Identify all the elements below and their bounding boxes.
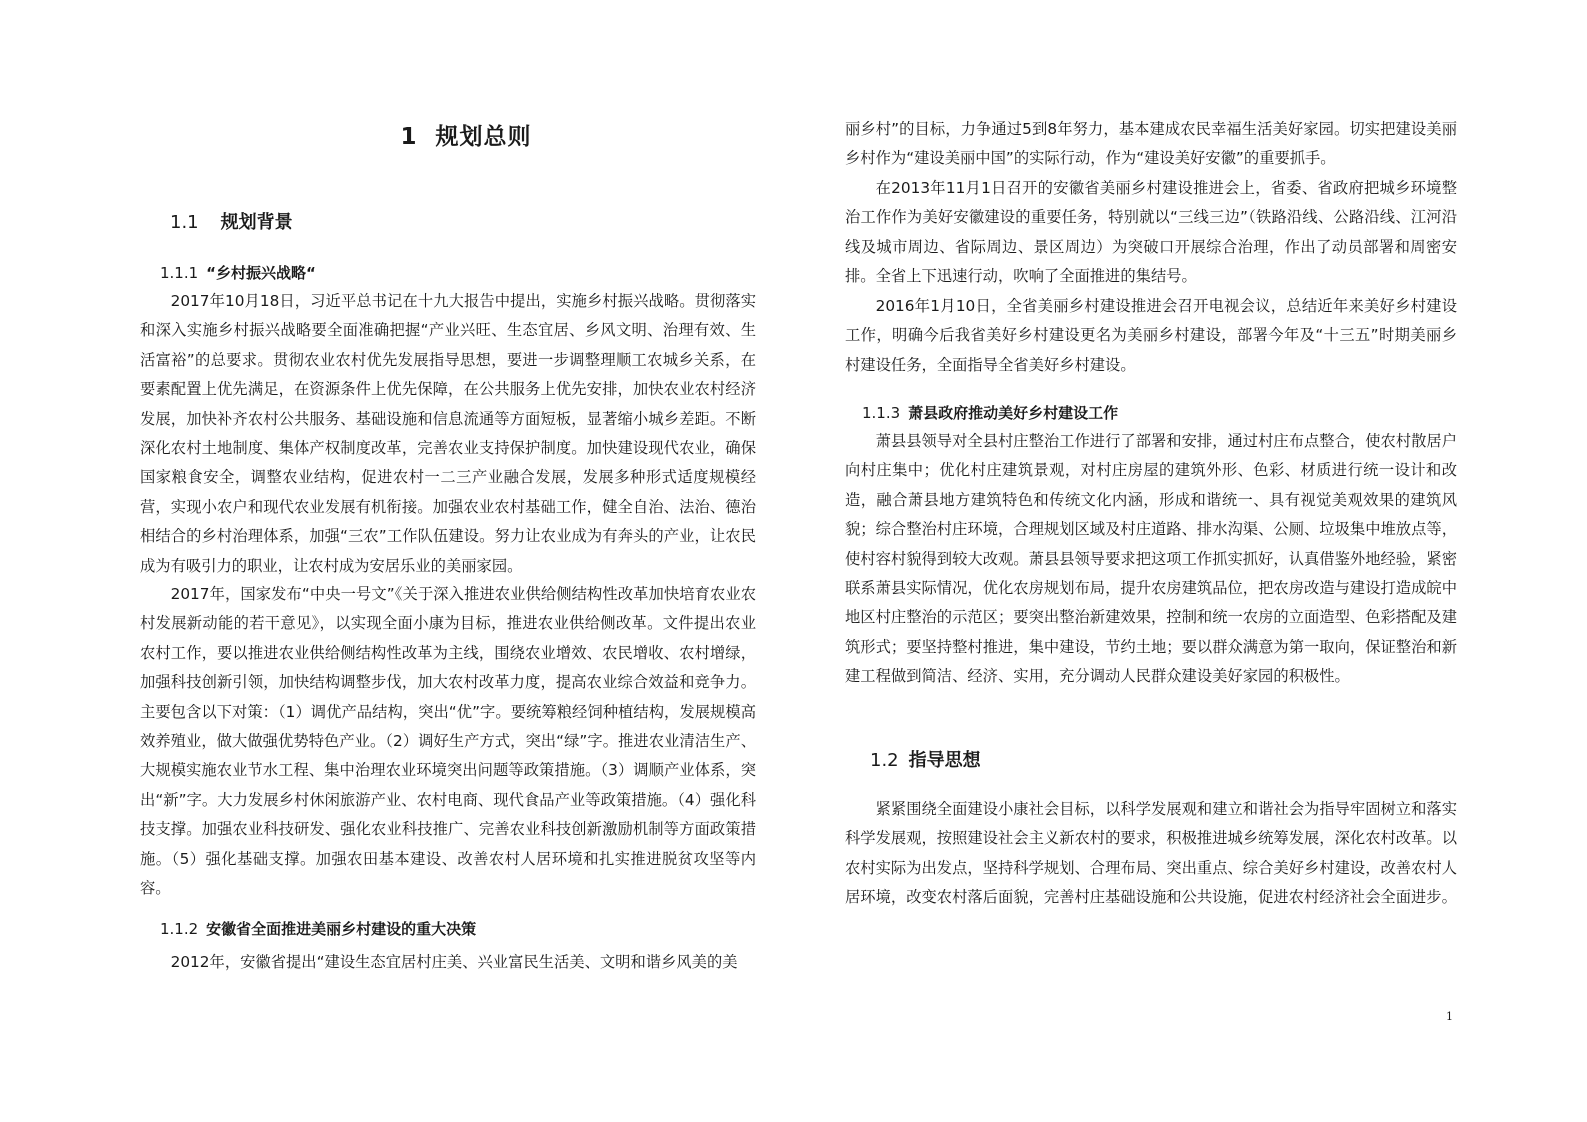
section-title: 规划背景	[220, 212, 293, 233]
section-heading-1-2	[870, 746, 981, 772]
section-heading-1-1	[170, 208, 293, 234]
page-number: 1	[1446, 1010, 1453, 1023]
chapter-number: 1	[400, 124, 418, 150]
section-number: 1.1	[170, 212, 199, 233]
section-title: 指导思想	[908, 750, 981, 771]
subsection-heading-1-1-2	[160, 918, 476, 939]
subsection-title: 萧县政府推动美好乡村建设工作	[908, 404, 1119, 422]
subsection-number: 1.1.1	[160, 264, 199, 282]
subsection-number: 1.1.2	[160, 920, 199, 938]
paragraph-guiding-thought: 紧紧围绕全面建设小康社会目标，以科学发展观和建立和谐社会为指导牢固树立和落实科学发展观，按照建设社会主义新农村的要求，积极推进城乡统筹发展，深化农村改革。以农村实际为出发点，坚持科学规划、合理布局、突出重点、综合美好乡村建设，改善农村人居环境，改变农村落后面貌，完善村庄基础设施和公共设施，促进农村经济社会全面进步。	[845, 800, 1457, 907]
paragraph-2013-meeting: 在2013年11月1日召开的安徽省美丽乡村建设推进会上，省委、省政府把城乡环境整治工作作为美好安徽建设的重要任务，特别就以“三线三边”（铁路沿线、公路沿线、江河沿线及城市周边、省际周边、景区周边）为突破口开展综合治理，作出了动员部署和周密安排。全省上下迅速行动，吹响了全面推进的集结号。	[845, 179, 1457, 286]
subsection-heading-1-1-1	[160, 262, 316, 283]
subsection-number: 1.1.3	[862, 404, 901, 422]
paragraph-anhui-decision-start: 2012年，安徽省提出“建设生态宜居村庄美、兴业富民生活美、文明和谐乡风美的美	[170, 953, 738, 971]
chapter-title	[160, 118, 772, 151]
section-number: 1.2	[870, 750, 899, 771]
paragraph-xiaoxian-work: 萧县县领导对全县村庄整治工作进行了部署和安排，通过村庄布点整合，使农村散居户向村庄集中；优化村庄建筑景观，对村庄房屋的建筑外形、色彩、材质进行统一设计和改造，融合萧县地方建筑特色和传统文化内涵，形成和谐统一、具有视觉美观效果的建筑风貌；综合整治村庄环境，合理规划区域及村庄道路、排水沟渠、公厕、垃圾集中堆放点等，使村容村貌得到较大改观。萧县县领导要求把这项工作抓实抓好，认真借鉴外地经验，紧密联系萧县实际情况，优化农房规划布局，提升农房建筑品位，把农房改造与建设打造成皖中地区村庄整治的示范区；要突出整治新建效果，控制和统一农房的立面造型、色彩搭配及建筑形式；要坚持整村推进，集中建设，节约土地；要以群众满意为第一取向，保证整治和新建工程做到简洁、经济、实用，充分调动人民群众建设美好家园的积极性。	[845, 432, 1457, 686]
paragraph-2016-meeting: 2016年1月10日，全省美丽乡村建设推进会召开电视会议，总结近年来美好乡村建设工作，明确今后我省美好乡村建设更名为美丽乡村建设，部署今年及“十三五”时期美丽乡村建设任务，全面指导全省美好乡村建设。	[845, 297, 1457, 374]
subsection-heading-1-1-3	[862, 402, 1118, 423]
paragraph-rural-revitalization: 2017年10月18日，习近平总书记在十九大报告中提出，实施乡村振兴战略。贯彻落实和深入实施乡村振兴战略要全面准确把握“产业兴旺、生态宜居、乡风文明、治理有效、生活富裕”的总要求。贯彻农业农村优先发展指导思想，要进一步调整理顺工农城乡关系，在要素配置上优先满足，在资源条件上优先保障，在公共服务上优先安排，加快农业农村经济发展，加快补齐农村公共服务、基础设施和信息流通等方面短板，显著缩小城乡差距。不断深化农村土地制度、集体产权制度改革，完善农业支持保护制度。加快建设现代农业，确保国家粮食安全，调整农业结构，促进农村一二三产业融合发展，发展多种形式适度规模经营，实现小农户和现代农业发展有机衔接。加强农业农村基础工作，健全自治、法治、德治相结合的乡村治理体系，加强“三农”工作队伍建设。努力让农业成为有奔头的产业，让农民成为有吸引力的职业，让农村成为安居乐业的美丽家园。	[140, 292, 756, 575]
subsection-title: “乡村振兴战略“	[206, 264, 316, 282]
subsection-title: 安徽省全面推进美丽乡村建设的重大决策	[206, 920, 477, 938]
paragraph-anhui-decision-cont: 丽乡村”的目标，力争通过5到8年努力，基本建成农民幸福生活美好家园。切实把建设美丽乡村作为“建设美丽中国”的实际行动，作为“建设美好安徽”的重要抓手。	[845, 120, 1457, 168]
chapter-title-text: 规划总则	[435, 124, 532, 150]
paragraph-central-document: 2017年，国家发布“中央一号文”《关于深入推进农业供给侧结构性改革加快培育农业农村发展新动能的若干意见》，以实现全面小康为目标，推进农业供给侧改革。文件提出农业农村工作，要以推进农业供给侧结构性改革为主线，围绕农业增效、农民增收、农村增绿，加强科技创新引领，加快结构调整步伐，加大农村改革力度，提高农业综合效益和竞争力。主要包含以下对策：（1）调优产品结构，突出“优”字。要统筹粮经饲种植结构，发展规模高效养殖业，做大做强优势特色产业。（2）调好生产方式，突出“绿”字。推进农业清洁生产、大规模实施农业节水工程、集中治理农业环境突出问题等政策措施。（3）调顺产业体系，突出“新”字。大力发展乡村休闲旅游产业、农村电商、现代食品产业等政策措施。（4）强化科技支撑。加强农业科技研发、强化农业科技推广、完善农业科技创新激励机制等方面政策措施。（5）强化基础支撑。加强农田基本建设、改善农村人居环境和扎实推进脱贫攻坚等内容。	[140, 585, 756, 898]
